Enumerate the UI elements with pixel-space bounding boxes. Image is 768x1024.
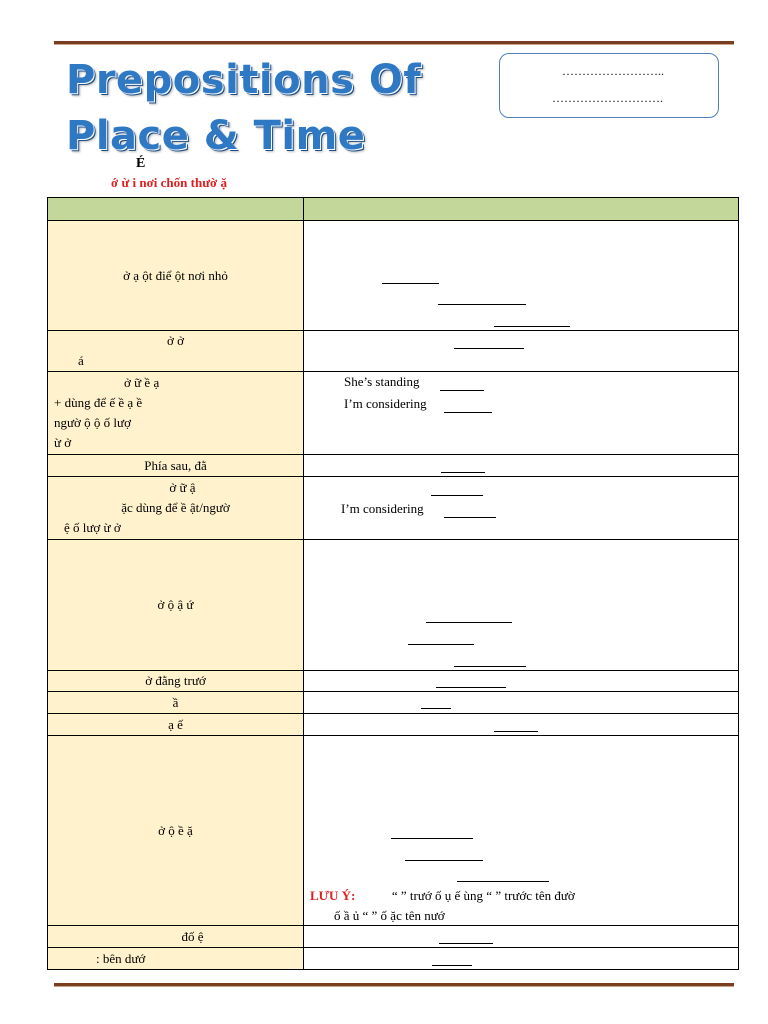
table-row [48, 948, 739, 970]
note-text: “ ” trướ ố ụ ế ùng “ ” trước tên đườ [391, 888, 575, 903]
title-line-2: Place & Time [66, 113, 366, 159]
header-cell-example [304, 198, 739, 221]
meaning-text: ạ ế [168, 716, 183, 732]
meaning-cell [48, 540, 304, 671]
meaning-text: ặc dùng để ề ật/ngườ [121, 500, 230, 515]
table-row [48, 477, 739, 540]
table-row [48, 331, 739, 372]
example-cell [304, 540, 739, 671]
class-field[interactable]: ………………………. [552, 91, 663, 105]
meaning-cell [48, 331, 304, 372]
meaning-text: ở ở [167, 333, 184, 348]
note-label: LƯU Ý: [310, 888, 356, 903]
example-cell [304, 714, 739, 736]
answer-blank[interactable] [454, 348, 524, 349]
note-line [310, 888, 575, 904]
answer-blank[interactable] [382, 283, 439, 284]
table-row [48, 736, 739, 926]
example-cell [304, 671, 739, 692]
title-line-1: Prepositions Of [66, 57, 422, 103]
example-cell [304, 221, 739, 331]
meaning-text: ở đằng trướ [145, 673, 206, 688]
answer-blank[interactable] [405, 860, 483, 861]
meaning-text: Phía sau, đằ [144, 457, 207, 473]
example-cell [304, 736, 739, 926]
meaning-cell [48, 926, 304, 948]
example-cell [304, 692, 739, 714]
example-text: She’s standing [344, 374, 420, 389]
table-row [48, 714, 739, 736]
table-row [48, 692, 739, 714]
meaning-cell [48, 372, 304, 455]
top-rule [54, 41, 734, 45]
meaning-cell [48, 736, 304, 926]
meaning-text: đố ệ [181, 928, 204, 944]
example-text: I’m considering [344, 396, 427, 411]
meaning-text: á [78, 353, 84, 368]
subtitle-heading: É [136, 156, 146, 171]
answer-blank[interactable] [454, 666, 526, 667]
meaning-cell [48, 477, 304, 540]
meaning-cell [48, 948, 304, 970]
table-row [48, 455, 739, 477]
meaning-text: : bên dướ [96, 950, 146, 966]
example-cell [304, 477, 739, 540]
name-field[interactable]: …………………….. [562, 64, 664, 78]
meaning-cell [48, 221, 304, 331]
meaning-text: ầ [172, 694, 179, 710]
meaning-cell [48, 671, 304, 692]
meaning-text: ngườ ộ ộ ố lượ [54, 415, 131, 430]
meaning-text: ở ộ ậ ứ [157, 597, 194, 612]
header-cell-meaning [48, 198, 304, 221]
meaning-cell [48, 714, 304, 736]
meaning-text: ở ạ ột điể ột nơi nhỏ [123, 267, 228, 283]
table-row [48, 221, 739, 331]
answer-blank[interactable] [391, 838, 473, 839]
page-title [66, 52, 421, 164]
answer-blank[interactable] [438, 304, 526, 305]
example-cell [304, 455, 739, 477]
bottom-rule [54, 983, 734, 987]
prepositions-table [47, 197, 739, 970]
subtitle-red: ớ ừ i nơi chốn thườ ặ [111, 175, 227, 190]
meaning-text: ừ ở [54, 435, 72, 450]
answer-blank[interactable] [431, 495, 483, 496]
table-row [48, 671, 739, 692]
table-header-row [48, 198, 739, 221]
example-cell [304, 926, 739, 948]
example-text: I’m considering [341, 501, 424, 516]
name-class-box [499, 53, 719, 118]
answer-blank[interactable] [494, 731, 538, 732]
meaning-cell [48, 692, 304, 714]
answer-blank[interactable] [439, 943, 493, 944]
example-cell [304, 372, 739, 455]
table-row [48, 540, 739, 671]
answer-blank[interactable] [441, 472, 485, 473]
example-cell [304, 331, 739, 372]
note-text: ố ầ ủ “ ” ố ặc tên nướ [334, 908, 445, 923]
answer-blank[interactable] [444, 412, 492, 413]
meaning-text: ệ ố lượ ừ ở [64, 520, 121, 535]
answer-blank[interactable] [421, 708, 451, 709]
meaning-cell [48, 455, 304, 477]
meaning-text: + dùng để ế ề ạ ề [54, 395, 143, 410]
meaning-text: ở ữ ậ [169, 480, 196, 495]
answer-blank[interactable] [444, 517, 496, 518]
answer-blank[interactable] [432, 965, 472, 966]
table-row [48, 926, 739, 948]
answer-blank[interactable] [494, 326, 570, 327]
meaning-text: ở ữ ề ạ [124, 375, 160, 390]
meaning-text: ở ộ ề ặ [158, 822, 193, 838]
answer-blank[interactable] [440, 390, 484, 391]
answer-blank[interactable] [408, 644, 474, 645]
table-row [48, 372, 739, 455]
example-cell [304, 948, 739, 970]
answer-blank[interactable] [457, 881, 549, 882]
answer-blank[interactable] [426, 622, 512, 623]
answer-blank[interactable] [436, 687, 506, 688]
